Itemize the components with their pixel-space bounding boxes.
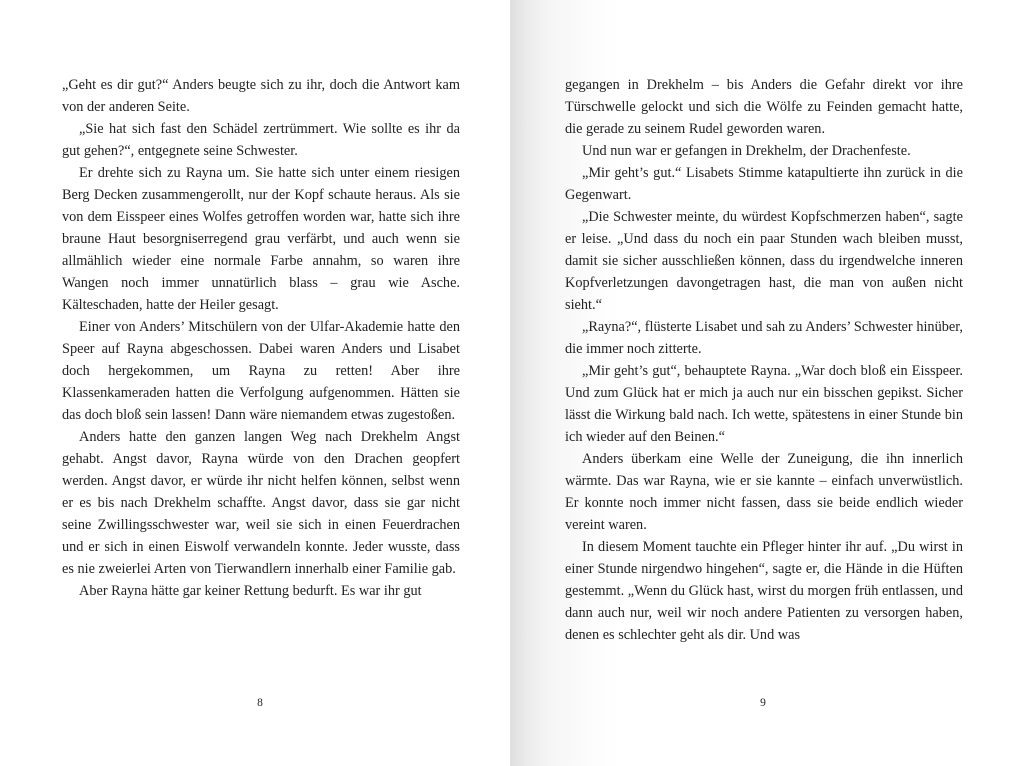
- paragraph: Er drehte sich zu Rayna um. Sie hatte sich unter einem riesigen Berg Decken zusammengerollt, nur der Kopf schaute heraus. Als sie von dem Eisspeer eines Wolfes getroffen worden war, hatte sich ihre braune Haut besorgniserregend grau verfärbt, und auch wenn sie allmählich wieder eine normale Farbe annahm, so waren ihre Wangen noch immer unnatürlich blass – grau wie Asche. Kälteschaden, hatte der Heiler gesagt.: [62, 165, 460, 313]
- paragraph: Aber Rayna hätte gar keiner Rettung bedurft. Es war ihr gut: [79, 583, 422, 599]
- page-number: 8: [257, 697, 263, 709]
- right-page-text: [565, 74, 963, 646]
- paragraph: In diesem Moment tauchte ein Pfleger hinter ihr auf. „Du wirst in einer Stunde nirgendwo hingehen“, sagte er, die Hände in die Hüften gestemmt. „Wenn du Glück hast, wirst du morgen früh entlassen, und dann auch nur, weil wir noch andere Patienten zu versorgen haben, denen es schlechter geht als dir. Und was: [565, 539, 963, 643]
- paragraph: „Rayna?“, flüsterte Lisabet und sah zu Anders’ Schwester hinüber, die immer noch zitterte.: [565, 319, 963, 357]
- paragraph: „Sie hat sich fast den Schädel zertrümmert. Wie sollte es ihr da gut gehen?“, entgegnete seine Schwester.: [62, 121, 460, 159]
- right-page: [510, 0, 1020, 766]
- paragraph: Anders hatte den ganzen langen Weg nach Drekhelm Angst gehabt. Angst davor, Rayna würde von den Drachen geopfert werden. Angst davor, er würde ihr nicht helfen können, selbst wenn er es bis nach Drekhelm schaffte. Angst davor, dass sie gar nicht seine Zwillingsschwester war, weil sie sich in einen Feuerdrachen und er sich in einen Eiswolf verwandeln konnte. Jeder wusste, dass es nie zweierlei Arten von Tierwandlern innerhalb einer Familie gab.: [62, 429, 460, 577]
- paragraph: „Mir geht’s gut.“ Lisabets Stimme katapultierte ihn zurück in die Gegenwart.: [565, 165, 963, 203]
- paragraph: Anders überkam eine Welle der Zuneigung, die ihn innerlich wärmte. Das war Rayna, wie er sie kannte – einfach unverwüstlich. Er konnte noch immer nicht fassen, dass sie beide endlich wieder vereint waren.: [565, 451, 963, 533]
- paragraph: „Mir geht’s gut“, behauptete Rayna. „War doch bloß ein Eisspeer. Und zum Glück hat er mich ja auch nur ein bisschen gepikst. Sicher lässt die Wirkung bald nach. Ich wette, spätestens in einer Stunde bin ich wieder auf den Beinen.“: [565, 363, 963, 445]
- paragraph: Und nun war er gefangen in Drekhelm, der Drachenfeste.: [582, 143, 911, 159]
- paragraph: „Die Schwester meinte, du würdest Kopfschmerzen haben“, sagte er leise. „Und dass du noch ein paar Stunden wach bleiben musst, damit sie sicher ausschließen können, dass du irgendwelche inneren Kopfverletzungen davongetragen hast, die man von außen nicht sieht.“: [565, 209, 963, 313]
- paragraph: Einer von Anders’ Mitschülern von der Ulfar-Akademie hatte den Speer auf Rayna abgeschossen. Dabei waren Anders und Lisabet doch hergekommen, um Rayna zu retten! Aber ihre Klassenkameraden hatten die Verfolgung aufgenommen. Hätten sie das doch bloß sein lassen! Dann wäre niemandem etwas zugestoßen.: [62, 319, 460, 423]
- paragraph: „Geht es dir gut?“ Anders beugte sich zu ihr, doch die Antwort kam von der anderen Seite.: [62, 77, 460, 115]
- left-page-text: [62, 74, 460, 602]
- paragraph: gegangen in Drekhelm – bis Anders die Gefahr direkt vor ihre Türschwelle gelockt und sich die Wölfe zu Feinden gemacht hatte, die gerade zu seinem Rudel geworden waren.: [565, 77, 963, 137]
- page-number: 9: [760, 697, 766, 709]
